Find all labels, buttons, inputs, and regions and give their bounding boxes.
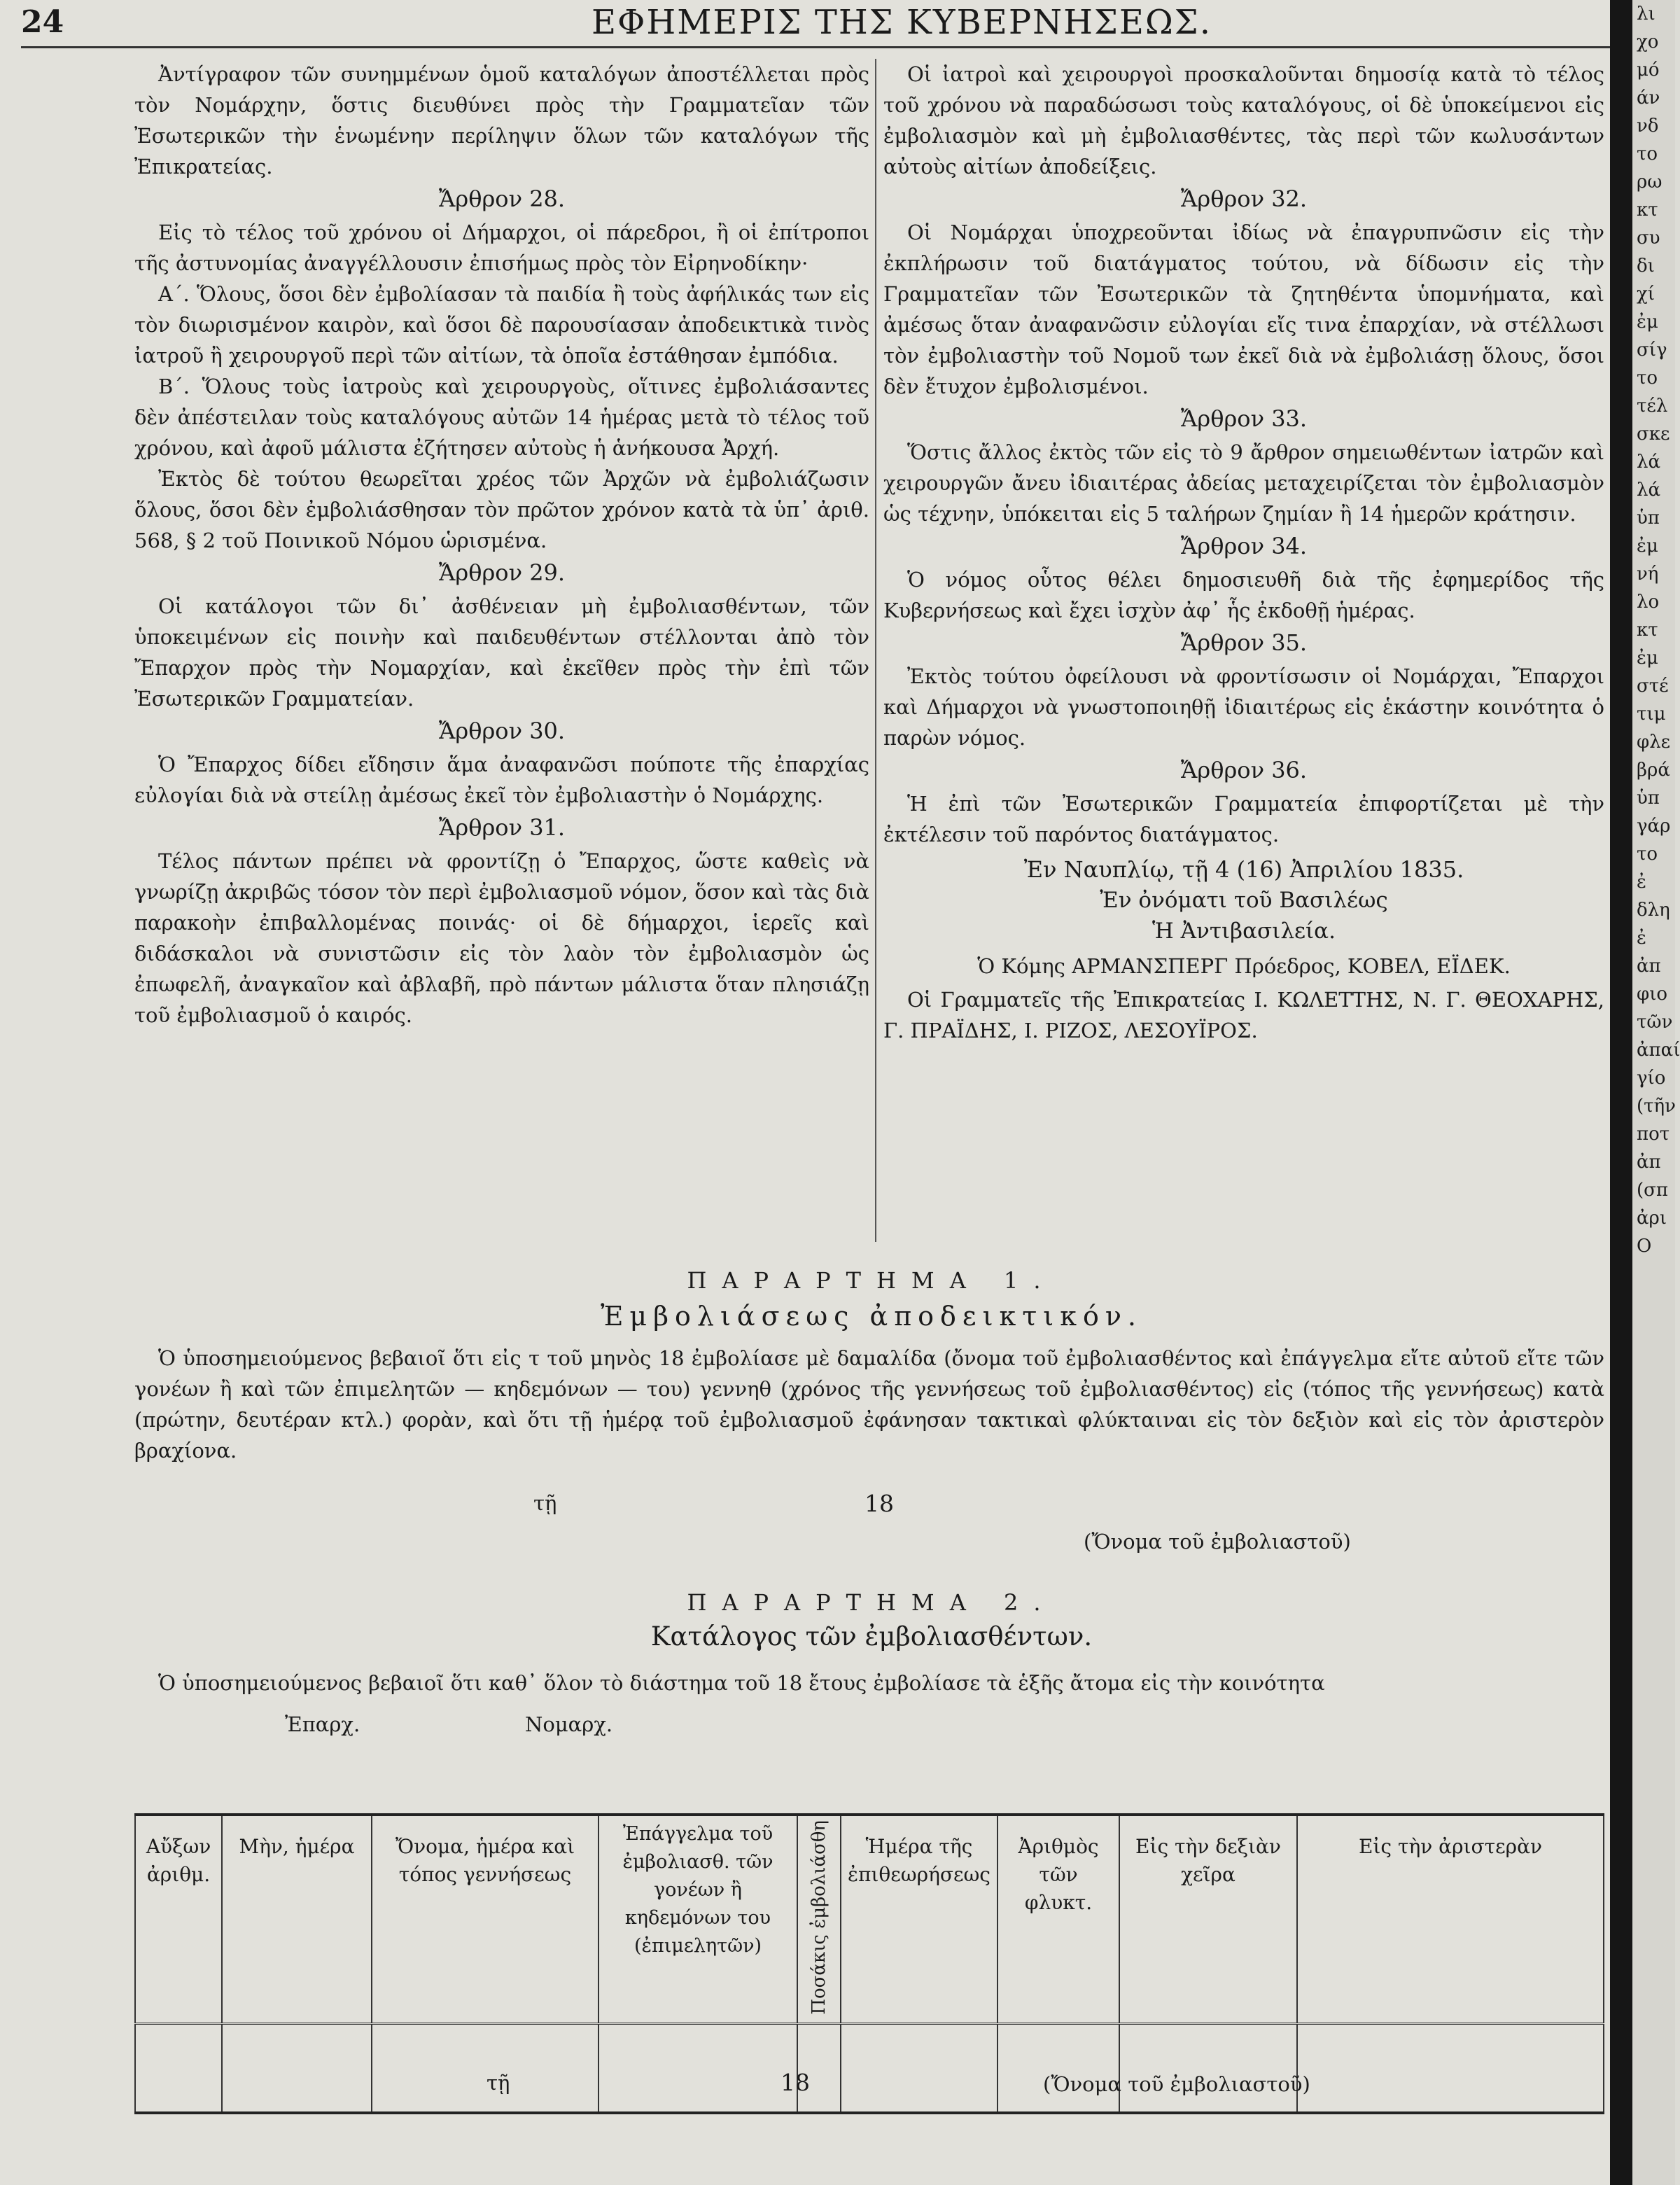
- eparchy-label: Ἐπαρχ.: [285, 1712, 360, 1736]
- next-page-fragment: φιο: [1637, 984, 1668, 1005]
- next-page-fragment: (τῆν: [1637, 1096, 1676, 1117]
- column-header: Ἡμέρα τῆς ἐπιθεωρήσεως: [841, 1815, 997, 2023]
- signers: Ὁ Κόμης ΑΡΜΑΝΣΠΕΡΓ Πρόεδρος, ΚΟΒΕΛ, ΕΪΔΕΚ.: [977, 954, 1511, 978]
- table-cell: [598, 2023, 797, 2113]
- next-page-fragment: Ο: [1637, 1236, 1652, 1257]
- next-page-fragment: ποτ: [1637, 1124, 1670, 1145]
- right-column: [883, 59, 1604, 1046]
- annex-1-subtitle: Ἐμβολιάσεως ἀποδεικτικόν.: [600, 1301, 1143, 1332]
- article-31-paragraph: Τέλος πάντων πρέπει νὰ φροντίζῃ ὁ Ἔπαρχος, ὥστε καθεὶς νὰ γνωρίζῃ ἀκριβῶς τόσον τὸν περὶ ἐμβολιασμοῦ νόμον, ὅσον καὶ τὰς διὰ παρακοὴν ἐπιβαλλομένας ποινάς· οἱ δὲ δήμαρχοι, ἱερεῖς καὶ διδάσκαλοι νὰ συνιστῶσιν εἰς τὸν λαὸν τὸν ἐμβολιασμὸν ὡς ἐπωφελῆ, ἀναγκαῖον καὶ ἀβλαβῆ, πρὸ πάντων μάλιστα ὅταν πλησιάζῃ τοῦ ἐμβολιασμοῦ ὁ καιρός.: [134, 849, 869, 1027]
- annex-1-vaccinator: (Ὄνομα τοῦ ἐμβολιαστοῦ): [1084, 1530, 1351, 1554]
- paragraph-top-right: Οἱ ἰατροὶ καὶ χειρουργοὶ προσκαλοῦνται δημοσίᾳ κατὰ τὸ τέλος τοῦ χρόνου νὰ παραδώσωσι τοὺς καταλόγους, οἱ δὲ ὑποκείμενοι εἰς ἐμβολιασμὸν καὶ μὴ ἐμβολιασθέντες, τὰς περὶ τῶν κωλυσάντων αὐτοὺς αἰτίων ἀποδείξεις.: [883, 62, 1604, 179]
- next-page-fragment: κτ: [1637, 200, 1658, 221]
- column-header: Μὴν, ἡμέρα: [222, 1815, 372, 2023]
- article-28-clause-c: Ἐκτὸς δὲ τούτου θεωρεῖται χρέος τῶν Ἀρχῶν νὰ ἐμβολιάζωσιν ὅλους, ὅσοι δὲν ἐμβολιάσθησαν τὸν πρῶτον χρόνον κατὰ τὰ ὑπ᾿ ἀριθ. 568, § 2 τοῦ Ποινικοῦ Νόμου ὡρισμένα.: [134, 467, 869, 552]
- next-page-fragment: ἐ: [1637, 872, 1646, 893]
- annex-1-year: 18: [864, 1490, 894, 1517]
- next-page-fragment: το: [1637, 844, 1658, 865]
- article-28-clause-a: Α΄. Ὅλους, ὅσοι δὲν ἐμβολίασαν τὰ παιδία ἢ τοὺς ἀφήλικάς των εἰς τὸν διωρισμένον καιρὸν, καὶ ὅσοι δὲ παρουσίασαν ἀποδεικτικὰ τινὸς ἰατροῦ ἢ χειρουργοῦ περὶ τῶν αἰτίων, τὰ ὁποῖα ἐστάθησαν ἐμπόδια.: [134, 282, 869, 368]
- next-page-fragment: ἐ: [1637, 928, 1646, 949]
- article-34-paragraph: Ὁ νόμος οὗτος θέλει δημοσιευθῆ διὰ τῆς ἐφημερίδος τῆς Κυβερνήσεως καὶ ἔχει ἰσχὺν ἀφ᾿ ἧς ἐκδοθῇ ἡμέρας.: [883, 568, 1604, 622]
- column-header: Εἰς τὴν ἀριστερὰν: [1297, 1815, 1604, 2023]
- next-page-fragment: κτ: [1637, 620, 1658, 641]
- annex-2-vaccinator: (Ὄνομα τοῦ ἐμβολιαστοῦ): [1043, 2072, 1310, 2096]
- decree-date: Ἐν Ναυπλίῳ, τῇ 4 (16) Ἀπριλίου 1835.: [1023, 856, 1464, 883]
- next-page-fragment: ἀπαί: [1637, 1040, 1680, 1061]
- article-36-paragraph: Ἡ ἐπὶ τῶν Ἐσωτερικῶν Γραμματεία ἐπιφορτίζεται μὲ τὴν ἐκτέλεσιν τοῦ παρόντος διατάγματος.: [883, 792, 1604, 846]
- article-35-paragraph: Ἐκτὸς τούτου ὀφείλουσι νὰ φροντίσωσιν οἱ Νομάρχαι, Ἔπαρχοι καὶ Δήμαρχοι νὰ γνωστοποιηθῇ ἰδιαιτέρως εἰς ἑκάστην κοινότητα ὁ παρὼν νόμος.: [883, 664, 1604, 750]
- next-page-fragment: ἐμ: [1637, 536, 1658, 557]
- next-page-fragment: λο: [1637, 592, 1660, 613]
- article-32-heading: Ἄρθρον 32.: [1180, 186, 1308, 212]
- next-page-fragment: λά: [1637, 452, 1661, 473]
- next-page-fragment: βρά: [1637, 760, 1670, 781]
- table-cell: [1297, 2023, 1604, 2113]
- article-28-heading: Ἄρθρον 28.: [438, 186, 566, 212]
- table-cell: [372, 2023, 598, 2113]
- vaccination-catalog-table: [134, 1813, 1604, 2114]
- column-header: Ὄνομα, ἡμέρα καὶ τόπος γεννήσεως: [372, 1815, 598, 2023]
- column-divider: [875, 59, 876, 1242]
- page-number: 24: [21, 4, 64, 40]
- next-page-fragment: νδ: [1637, 116, 1659, 137]
- next-page-fragment: λι: [1637, 4, 1656, 25]
- left-column: [134, 59, 869, 1031]
- nomarchy-label: Νομαρχ.: [525, 1712, 613, 1736]
- annex-2-form-text: Ὁ ὑποσημειούμενος βεβαιοῖ ὅτι καθ᾿ ὅλον τὸ διάστημα τοῦ 18 ἔτους ἐμβολίασε τὰ ἑξῆς ἄτομα εἰς τὴν κοινότητα: [158, 1671, 1325, 1695]
- table-row: [135, 2023, 1604, 2113]
- table-cell: [1119, 2023, 1297, 2113]
- next-page-fragment: γάρ: [1637, 816, 1671, 837]
- in-name-of-king: Ἐν ὀνόματι τοῦ Βασιλέως: [1100, 888, 1388, 913]
- regency: Ἡ Ἀντιβασιλεία.: [1152, 919, 1336, 944]
- article-29-paragraph: Οἱ κατάλογοι τῶν δι᾿ ἀσθένειαν μὴ ἐμβολιασθέντων, τῶν ὑποκειμένων εἰς ποινὴν καὶ παιδευθέντων στέλλονται ἀπὸ τὸν Ἔπαρχον πρὸς τὴν Νομαρχίαν, καὶ ἐκεῖθεν πρὸς τὴν ἐπὶ τῶν Ἐσωτερικῶν Γραμματείαν.: [134, 594, 869, 711]
- article-34-heading: Ἄρθρον 34.: [1180, 533, 1308, 559]
- annex-2-title: ΠΑΡΑΡΤΗΜΑ 2.: [687, 1589, 1056, 1616]
- article-28-paragraph: Εἰς τὸ τέλος τοῦ χρόνου οἱ Δήμαρχοι, οἱ πάρεδροι, ἢ οἱ ἐπίτροποι τῆς ἀστυνομίας ἀναγγέλλουσιν ἐπισήμως πρὸς τὸν Εἰρηνοδίκην·: [134, 221, 869, 275]
- running-title: ΕΦΗΜΕΡΙΣ ΤΗΣ ΚΥΒΕΡΝΗΣΕΩΣ.: [592, 3, 1212, 42]
- article-28-clause-b: Β΄. Ὅλους τοὺς ἰατροὺς καὶ χειρουργοὺς, οἵτινες ἐμβολιάσαντες δὲν ἀπέστειλαν τοὺς καταλόγους αὐτῶν 14 ἡμέρας μετὰ τὸ τέλος τοῦ χρόνου, καὶ ἀφοῦ μάλιστα ἐζήτησεν αὐτοὺς ἡ ἁνήκουσα Ἀρχή.: [134, 375, 869, 460]
- next-page-fragment: ὑπ: [1637, 788, 1660, 809]
- table-cell: [222, 2023, 372, 2113]
- next-page-fragment: λά: [1637, 480, 1661, 501]
- next-page-fragment: ἐμ: [1637, 312, 1658, 333]
- table-cell: [841, 2023, 997, 2113]
- next-page-fragment: ἀρι: [1637, 1208, 1667, 1229]
- next-page-fragment: χο: [1637, 32, 1659, 53]
- column-header: Ἀριθμὸς τῶν φλυκτ.: [997, 1815, 1119, 2023]
- column-header: Αὔξων ἀριθμ.: [135, 1815, 222, 2023]
- next-page-fragment: δι: [1637, 256, 1655, 277]
- annex-1-date-prefix: τῇ: [533, 1491, 557, 1515]
- article-30-heading: Ἄρθρον 30.: [438, 718, 566, 744]
- table-cell: [135, 2023, 222, 2113]
- next-page-edge: [1632, 0, 1680, 2185]
- next-page-fragment: ρω: [1637, 172, 1662, 193]
- next-page-fragment: τιμ: [1637, 704, 1666, 725]
- annex-2-year: 18: [780, 2069, 810, 2096]
- secretaries: Οἱ Γραμματεῖς τῆς Ἐπικρατείας Ι. ΚΩΛΕΤΤΗΣ, Ν. Γ. ΘΕΟΧΑΡΗΣ, Γ. ΠΡΑΪΔΗΣ, Ι. ΡΙΖΟΣ, ΛΕΣΟΥΪΡΟΣ.: [883, 988, 1604, 1042]
- header-rule: [21, 46, 1610, 48]
- next-page-fragment: σκε: [1637, 424, 1670, 445]
- next-page-fragment: φλε: [1637, 732, 1671, 753]
- next-page-fragment: νή: [1637, 564, 1659, 585]
- next-page-fragment: το: [1637, 368, 1658, 389]
- table-cell: [997, 2023, 1119, 2113]
- next-page-fragment: ὑπ: [1637, 508, 1660, 529]
- next-page-fragment: δλη: [1637, 900, 1670, 921]
- annex-1-title: ΠΑΡΑΡΤΗΜΑ 1.: [687, 1267, 1056, 1294]
- next-page-fragment: σίγ: [1637, 340, 1667, 361]
- next-page-fragment: χί: [1637, 284, 1655, 305]
- table-cell: [797, 2023, 841, 2113]
- column-header: Εἰς τὴν δεξιὰν χεῖρα: [1119, 1815, 1297, 2023]
- next-page-fragment: γίο: [1637, 1068, 1666, 1089]
- table-header-row: [135, 1815, 1604, 2023]
- article-29-heading: Ἄρθρον 29.: [438, 559, 566, 586]
- column-header-vertical: Ποσάκις ἐμβολιάσθη: [797, 1815, 841, 2023]
- next-page-fragment: τῶν: [1637, 1012, 1673, 1033]
- paragraph-intro: Ἀντίγραφον τῶν συνημμένων ὁμοῦ καταλόγων ἀποστέλλεται πρὸς τὸν Νομάρχην, ὅστις διευθύνει πρὸς τὴν Γραμματεῖαν τῶν Ἐσωτερικῶν τὴν ἑνωμένην περίληψιν ὅλων τῶν καταλόγων τῆς Ἐπικρατείας.: [134, 62, 869, 179]
- binding-gutter: [1610, 0, 1632, 2185]
- article-33-heading: Ἄρθρον 33.: [1180, 405, 1308, 432]
- article-35-heading: Ἄρθρον 35.: [1180, 629, 1308, 656]
- annex-2-subtitle: Κατάλογος τῶν ἐμβολιασθέντων.: [650, 1621, 1093, 1652]
- next-page-fragment: άν: [1637, 88, 1660, 109]
- next-page-fragment: ἀπ: [1637, 1152, 1661, 1173]
- annex-1-form-text: Ὁ ὑποσημειούμενος βεβαιοῖ ὅτι εἰς τ τοῦ μηνὸς 18 ἐμβολίασε μὲ δαμαλίδα (ὄνομα τοῦ ἐμβολιασθέντος καὶ ἐπάγγελμα εἴτε αὐτοῦ εἴτε τῶν γονέων ἢ καὶ τῶν ἐπιμελητῶν — κηδεμόνων — του) γεννηθ (χρόνος τῆς γεννήσεως τοῦ ἐμβολιασθέντος) εἰς (τόπος τῆς γεννήσεως) κατὰ (πρώτην, δευτέραν κτλ.) φορὰν, καὶ ὅτι τῇ ἡμέρᾳ τοῦ ἐμβολιασμοῦ ἐφάνησαν τακτικαὶ φλύκταιναι εἰς τὸν δεξιὸν καὶ εἰς τὸν ἀριστερὸν βραχίονα.: [134, 1346, 1604, 1463]
- next-page-fragment: συ: [1637, 228, 1660, 249]
- article-33-paragraph: Ὅστις ἄλλος ἐκτὸς τῶν εἰς τὸ 9 ἄρθρον σημειωθέντων ἰατρῶν καὶ χειρουργῶν ἄνευ ἰδιαιτέρας ἀδείας μεταχειρίζεται τὸν ἐμβολιασμὸν ὡς τέχνην, ὑπόκειται εἰς 5 ταλήρων ζημίαν ἢ 14 ἡμερῶν κράτησιν.: [883, 440, 1604, 526]
- next-page-fragment: μό: [1637, 60, 1660, 81]
- next-page-fragment: ἀπ: [1637, 956, 1661, 977]
- next-page-fragment: το: [1637, 144, 1658, 165]
- article-36-heading: Ἄρθρον 36.: [1180, 757, 1308, 783]
- next-page-fragment: ἐμ: [1637, 648, 1658, 669]
- column-header: Ἐπάγγελμα τοῦ ἐμβολιασθ. τῶν γονέων ἢ κηδεμόνων του (ἐπιμελητῶν): [598, 1815, 797, 2023]
- next-page-fragment: τέλ: [1637, 396, 1668, 417]
- annex-2-date-prefix: τῇ: [486, 2071, 510, 2095]
- article-31-heading: Ἄρθρον 31.: [438, 814, 566, 841]
- article-32-paragraph: Οἱ Νομάρχαι ὑποχρεοῦνται ἰδίως νὰ ἐπαγρυπνῶσιν εἰς τὴν ἐκπλήρωσιν τοῦ διατάγματος τούτου, νὰ δίδωσιν εἰς τὴν Γραμματεῖαν τῶν Ἐσωτερικῶν τὰ ζητηθέντα ὑπομνήματα, καὶ ἀμέσως ὅταν ἀναφανῶσιν εὐλογίαι εἴς τινα ἐπαρχίαν, νὰ στέλλωσι τὸν ἐμβολιαστὴν τοῦ Νομοῦ των ἐκεῖ διὰ νὰ ἐμβολιάσῃ ὅλους, ὅσοι δὲν ἔτυχον ἐμβολισμένοι.: [883, 221, 1604, 398]
- next-page-fragment: στέ: [1637, 676, 1669, 697]
- next-page-fragment: (σπ: [1637, 1180, 1668, 1201]
- article-30-paragraph: Ὁ Ἔπαρχος δίδει εἴδησιν ἅμα ἀναφανῶσι πούποτε τῆς ἐπαρχίας εὐλογίαι διὰ νὰ στείλῃ ἀμέσως ἐκεῖ τὸν ἐμβολιαστὴν ὁ Νομάρχης.: [134, 753, 869, 807]
